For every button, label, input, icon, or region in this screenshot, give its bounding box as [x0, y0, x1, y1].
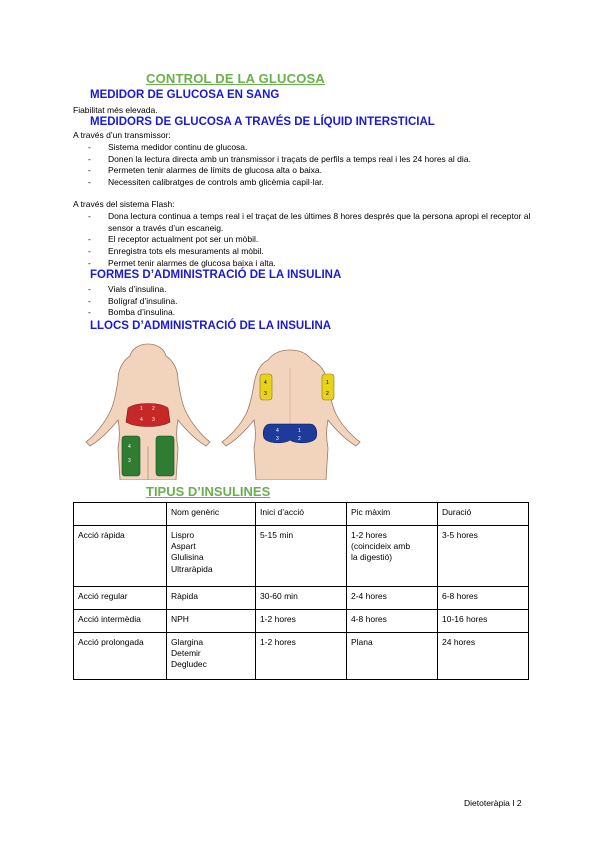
list-item: - Vials d’insulina.: [88, 284, 177, 296]
generic-name: Ultraràpida: [171, 563, 213, 574]
peak-cell: [347, 526, 438, 587]
type-cell: Acció intermèdia: [74, 610, 167, 633]
zone-label: 3: [152, 417, 155, 423]
list-item: - Bolígraf d’insulina.: [88, 296, 177, 308]
table-row: [74, 633, 529, 680]
peak-cell: [347, 587, 438, 610]
zone-label: 3: [276, 436, 279, 442]
zone-label: 1: [326, 380, 329, 386]
abdomen-zone: [126, 404, 170, 427]
generic-cell: [167, 610, 256, 633]
duration-cell: 24 hores: [438, 633, 529, 680]
table-header-cell: Pic màxim: [347, 503, 438, 526]
table-header-cell: [74, 503, 167, 526]
zone-label: 4: [140, 417, 143, 423]
peak-cell: [347, 610, 438, 633]
zone-label: 2: [326, 391, 329, 397]
list-item: - Bomba d’insulina.: [88, 307, 177, 319]
heading-llocs-administracio: LLOCS D’ADMINISTRACIÓ DE LA INSULINA: [90, 320, 332, 332]
duration-cell: 3-5 hores: [438, 526, 529, 587]
generic-name: Glargina: [171, 637, 204, 647]
onset-cell: 30-60 min: [256, 587, 347, 610]
peak-line: 2-4 hores: [351, 591, 387, 601]
type-cell: Acció regular: [74, 587, 167, 610]
generic-name: Glulisina: [171, 552, 204, 563]
peak-line: la digestió): [351, 552, 393, 563]
heading-tipus-insulines: TIPUS D’INSULINES: [146, 484, 271, 499]
text-transmissor-intro: A través d’un transmissor:: [73, 130, 171, 140]
list-item: - Permet tenir alarmes de glucosa baixa i alta.: [88, 258, 554, 270]
generic-name: Degludec: [171, 659, 207, 670]
list-formes: [88, 284, 177, 319]
zone-label: 1: [140, 406, 143, 412]
list-transmissor: [88, 142, 554, 189]
peak-line: 1-2 hores: [351, 530, 387, 540]
table-header-row: [74, 503, 529, 526]
table-row: [74, 587, 529, 610]
onset-cell: 1-2 hores: [256, 610, 347, 633]
zone-label: 4: [128, 444, 131, 450]
table-header-cell: Duració: [438, 503, 529, 526]
right-thigh-zone: [156, 436, 174, 476]
insulin-types-table: [73, 502, 529, 680]
duration-cell: 10-16 hores: [438, 610, 529, 633]
list-item: - Dona lectura continua a temps real i el traçat de les últimes 8 hores després que la persona apropi el receptor al sensor a través d’un escaneig.: [88, 211, 554, 234]
list-item: - El receptor actualment pot ser un mòbil.: [88, 234, 554, 246]
zone-label: 2: [298, 436, 301, 442]
generic-name: Lispro: [171, 530, 195, 540]
zone-label: 2: [152, 406, 155, 412]
onset-cell: 5-15 min: [256, 526, 347, 587]
heading-liquid-intersticial: MEDIDORS DE GLUCOSA A TRAVÉS DE LÍQUID INTERSTICIAL: [90, 116, 435, 128]
zone-label: 1: [298, 428, 301, 434]
table-header-cell: Inici d’acció: [256, 503, 347, 526]
table-header-cell: Nom genèric: [167, 503, 256, 526]
peak-cell: [347, 633, 438, 680]
generic-cell: [167, 526, 256, 587]
onset-cell: 1-2 hores: [256, 633, 347, 680]
duration-cell: 6-8 hores: [438, 587, 529, 610]
generic-cell: [167, 633, 256, 680]
left-thigh-zone: [122, 436, 140, 476]
generic-name: NPH: [171, 614, 189, 624]
zone-label: 4: [264, 380, 267, 386]
list-item: - Necessiten calibratges de controls amb glicèmia capil·lar.: [88, 177, 554, 189]
type-cell: Acció prolongada: [74, 633, 167, 680]
peak-line: (coincideix amb: [351, 541, 411, 552]
injection-sites-figure: [70, 338, 370, 480]
buttocks-zone: [263, 424, 317, 443]
generic-name: Ràpida: [171, 591, 198, 601]
list-item: - Sistema medidor continu de glucosa.: [88, 142, 554, 154]
table-row: [74, 610, 529, 633]
page-title: CONTROL DE LA GLUCOSA: [146, 71, 325, 86]
text-flash-intro: A través del sistema Flash:: [73, 199, 175, 209]
zone-label: 4: [276, 428, 279, 434]
peak-line: 4-8 hores: [351, 614, 387, 624]
heading-medidor-sang: MEDIDOR DE GLUCOSA EN SANG: [90, 89, 280, 101]
generic-cell: [167, 587, 256, 610]
page-footer: Dietoteràpia I 2: [464, 798, 522, 808]
peak-line: Plana: [351, 637, 373, 647]
list-item: - Permeten tenir alarmes de límits de glucosa alta o baixa.: [88, 165, 554, 177]
table-row: [74, 526, 529, 587]
generic-name: Aspart: [171, 541, 196, 552]
heading-formes-administracio: FORMES D’ADMINISTRACIÓ DE LA INSULINA: [90, 269, 342, 281]
body-back: [222, 350, 360, 480]
list-item: - Donen la lectura directa amb un transmissor i traçats de perfils a temps real i les 24 hores al dia.: [88, 154, 554, 166]
text-fiabilitat: Fiabilitat més elevada.: [73, 105, 158, 115]
zone-label: 3: [264, 391, 267, 397]
list-flash: [88, 211, 554, 270]
generic-name: Detemir: [171, 648, 201, 659]
list-item: - Enregistra tots els mesuraments al mòbil.: [88, 246, 554, 258]
zone-label: 3: [128, 458, 131, 464]
type-cell: Acció ràpida: [74, 526, 167, 587]
